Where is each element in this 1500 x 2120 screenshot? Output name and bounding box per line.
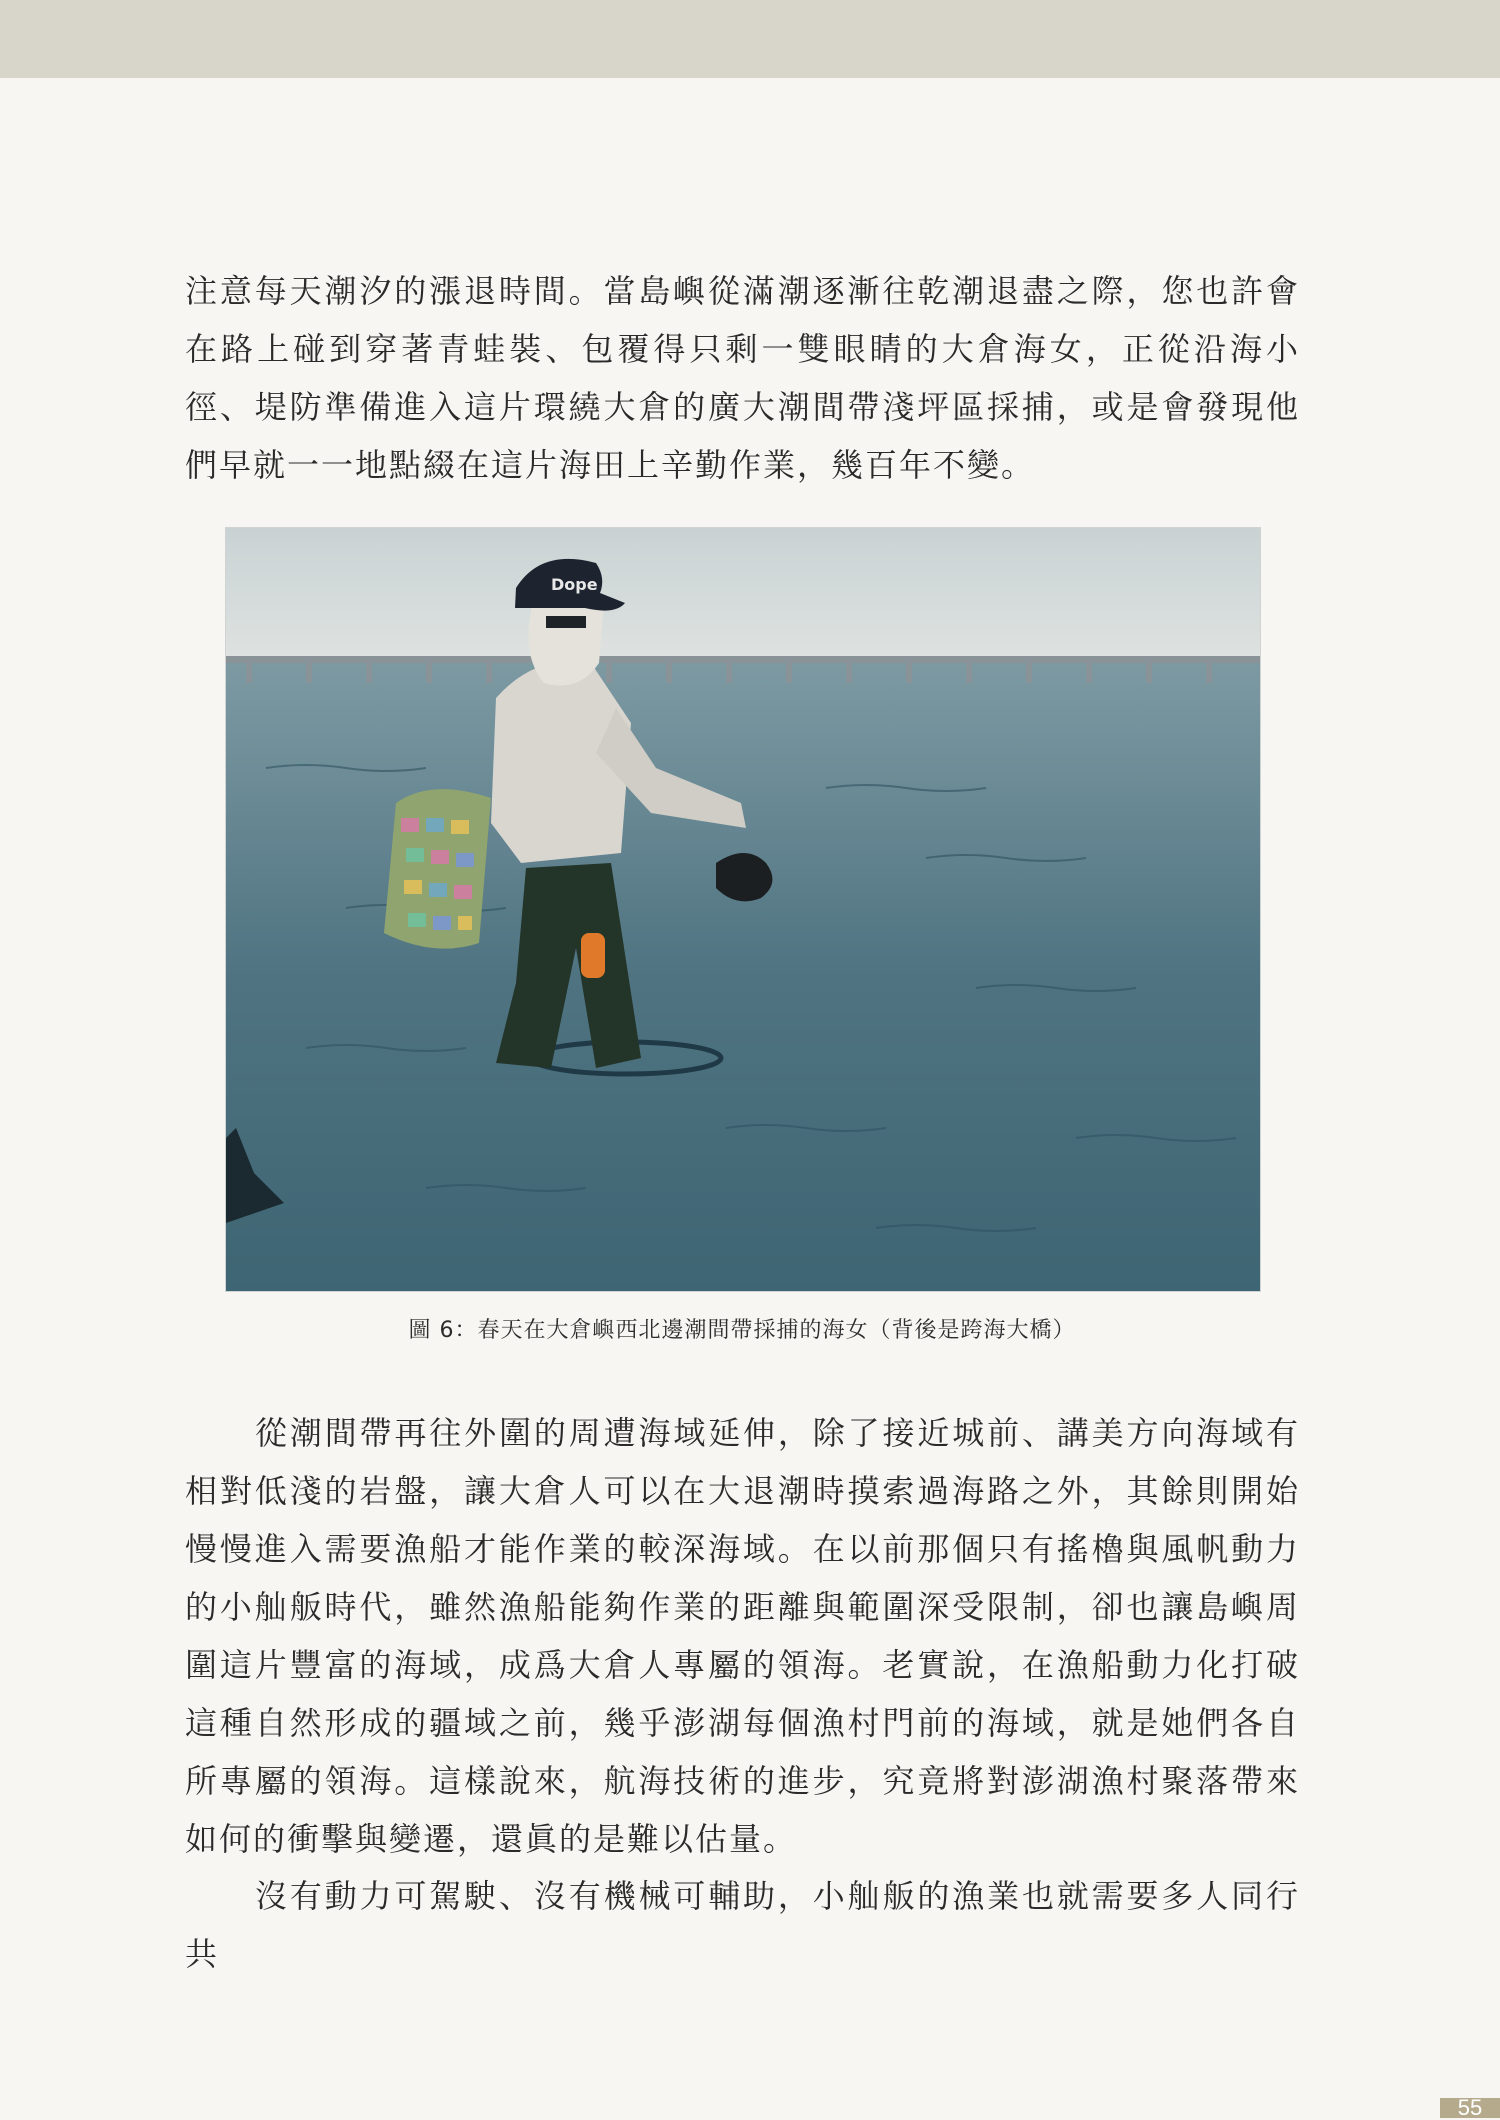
body-paragraph-2: 從潮間帶再往外圍的周遭海域延伸，除了接近城前、講美方向海域有相對低淺的岩盤，讓大倉人可以在大退潮時摸索過海路之外，其餘則開始慢慢進入需要漁船才能作業的較深海域。在以前那個只有搖櫓與風帆動力的小舢舨時代，雖然漁船能夠作業的距離與範圍深受限制，卻也讓島嶼周圍這片豐富的海域，成爲大倉人專屬的領海。老實說，在漁船動力化打破這種自然形成的疆域之前，幾乎澎湖每個漁村門前的海域，就是她們各自所專屬的領海。這樣說來，航海技術的進步，究竟將對澎湖漁村聚落帶來如何的衝擊與變遷，還眞的是難以估量。 — [185, 1414, 1300, 1858]
body-paragraph-1: 注意每天潮汐的漲退時間。當島嶼從滿潮逐漸往乾潮退盡之際，您也許會在路上碰到穿著青蛙裝、包覆得只剩一雙眼睛的大倉海女，正從沿海小徑、堤防準備進入這片環繞大倉的廣大潮間帶淺坪區採捕，或是會發現他們早就一一地點綴在這片海田上辛勤作業，幾百年不變。 — [185, 272, 1300, 484]
figure-caption: 圖 6：春天在大倉嶼西北邊潮間帶採捕的海女（背後是跨海大橋） — [408, 1318, 1076, 1343]
body-paragraph-3: 沒有動力可駕駛、沒有機械可輔助，小舢舨的漁業也就需要多人同行共 — [185, 1877, 1300, 1973]
figure-photo-sea-woman — [225, 527, 1261, 1292]
cap-logo-text: Dope — [551, 575, 598, 594]
page-number: 55 — [1440, 2098, 1500, 2118]
page-top-band — [0, 0, 1500, 78]
